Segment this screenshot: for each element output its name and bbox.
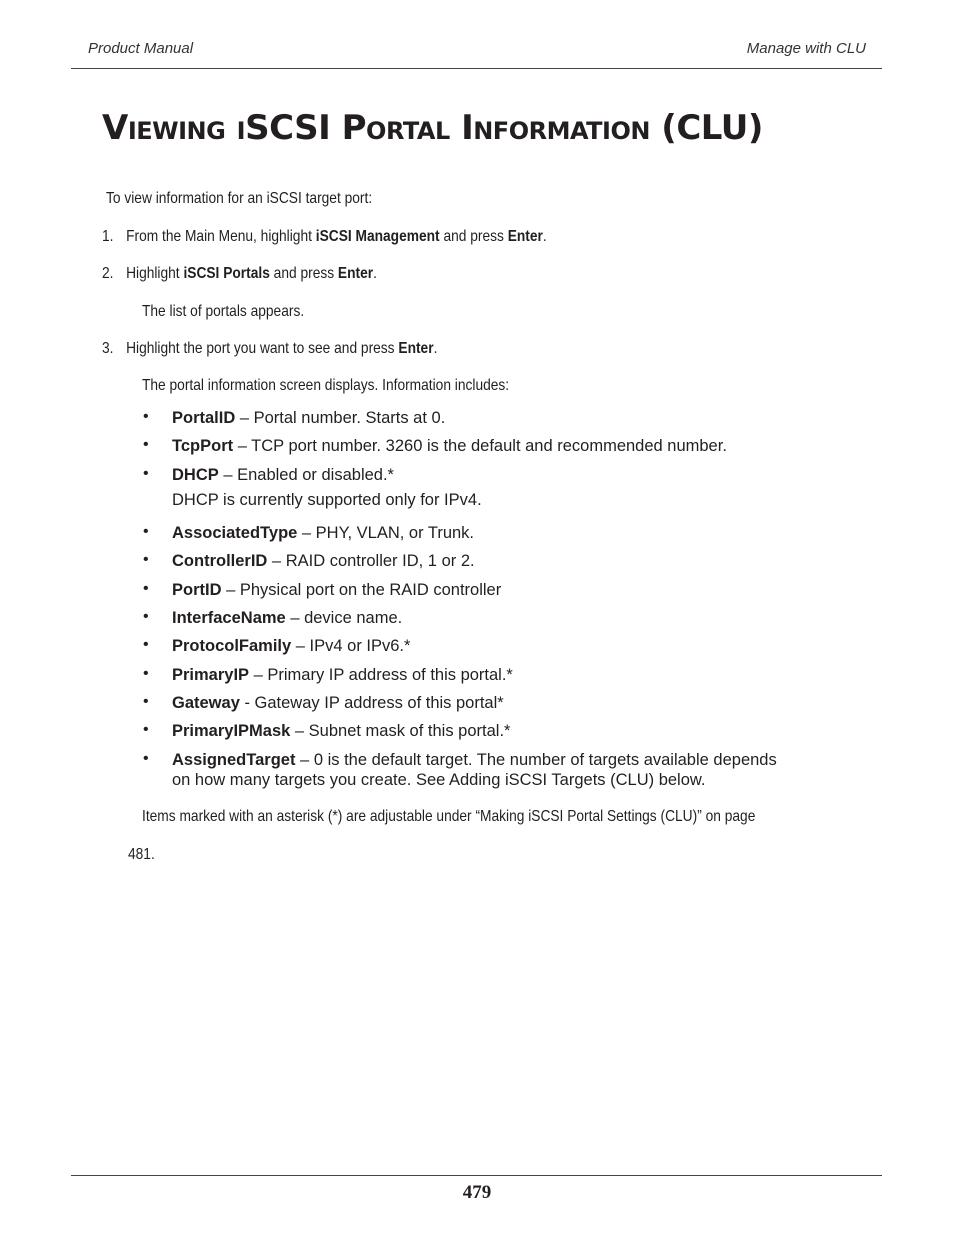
footer-rule <box>71 1175 882 1176</box>
list-item: AssociatedType – PHY, VLAN, or Trunk. <box>172 524 475 542</box>
header-right: Manage with CLU <box>746 40 866 57</box>
header-left: Product Manual <box>88 40 194 57</box>
page-title: Viewing iSCSI Portal Information (CLU) <box>102 108 763 148</box>
bullet-glyph: • <box>143 750 149 767</box>
list-item: Gateway - Gateway IP address of this portal* <box>172 694 504 712</box>
list-item: InterfaceName – device name. <box>172 609 403 627</box>
bullet-glyph: • <box>143 665 149 682</box>
list-item-continuation: on how many targets you create. See Adding iSCSI Targets (CLU) below. <box>172 771 706 789</box>
list-item: AssignedTarget – 0 is the default target. The number of targets available depends <box>172 751 777 769</box>
footnote: Items marked with an asterisk (*) are adjustable under “Making iSCSI Portal Settings (CLU)” on page <box>142 808 756 825</box>
bullet-glyph: • <box>143 636 149 653</box>
list-item: ControllerID – RAID controller ID, 1 or 2. <box>172 552 475 570</box>
bullet-glyph: • <box>143 465 149 482</box>
step-2: 2. Highlight iSCSI Portals and press Enter. <box>102 265 377 282</box>
list-item: TcpPort – TCP port number. 3260 is the default and recommended number. <box>172 437 727 455</box>
list-item: PrimaryIP – Primary IP address of this portal.* <box>172 666 513 684</box>
bullet-glyph: • <box>143 436 149 453</box>
bullet-glyph: • <box>143 721 149 738</box>
list-item: PortalID – Portal number. Starts at 0. <box>172 409 446 427</box>
bullet-glyph: • <box>143 408 149 425</box>
step-1: 1. From the Main Menu, highlight iSCSI Management and press Enter. <box>102 228 547 245</box>
list-item: DHCP – Enabled or disabled.* <box>172 466 394 484</box>
bullet-glyph: • <box>143 608 149 625</box>
bullet-glyph: • <box>143 693 149 710</box>
list-item-continuation: DHCP is currently supported only for IPv4. <box>172 491 482 509</box>
list-item: PortID – Physical port on the RAID controller <box>172 581 502 599</box>
list-item: PrimaryIPMask – Subnet mask of this portal.* <box>172 722 511 740</box>
header-rule <box>71 68 882 69</box>
step-3-note: The portal information screen displays. Information includes: <box>142 377 510 394</box>
bullet-glyph: • <box>143 523 149 540</box>
list-item: ProtocolFamily – IPv4 or IPv6.* <box>172 637 411 655</box>
page-number: 479 <box>462 1182 492 1203</box>
step-3: 3. Highlight the port you want to see and press Enter. <box>102 340 438 357</box>
step-2-note: The list of portals appears. <box>142 303 305 320</box>
intro-text: To view information for an iSCSI target port: <box>106 190 373 207</box>
bullet-glyph: • <box>143 580 149 597</box>
footnote-page: 481. <box>128 846 155 863</box>
bullet-glyph: • <box>143 551 149 568</box>
